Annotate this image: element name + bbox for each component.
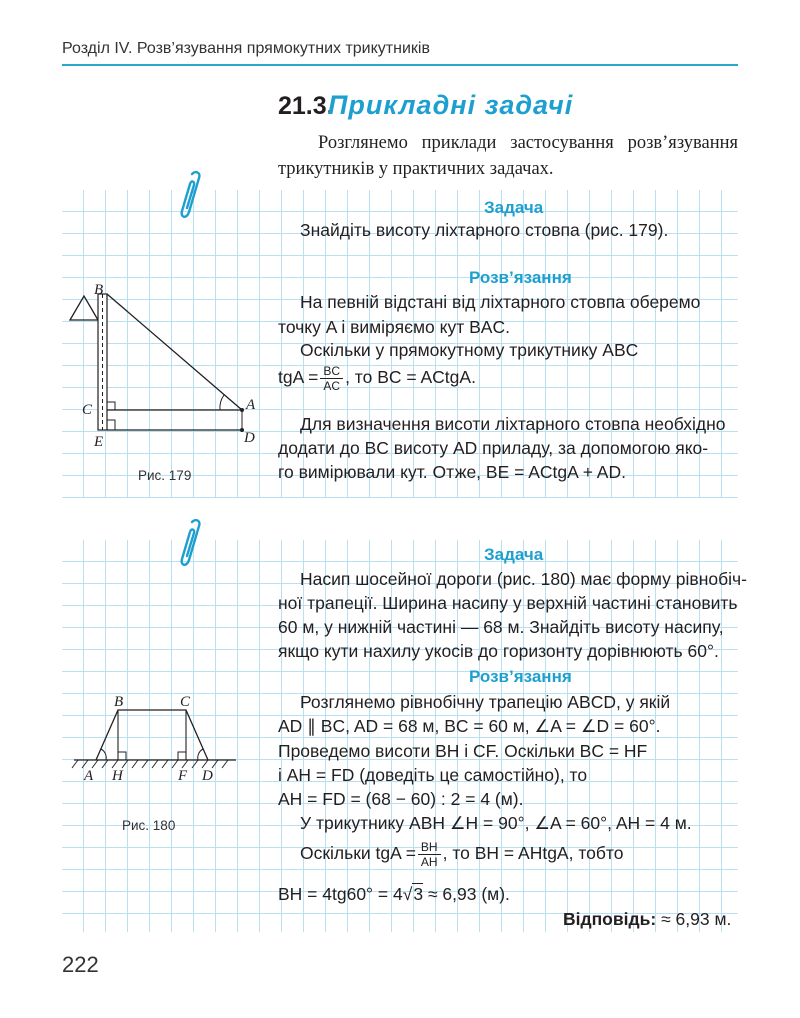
task1-line: точку A і виміряємо кут BAC. [278, 317, 510, 337]
task1-line: На певній відстані від ліхтарного стовпа оберемо [300, 292, 701, 312]
figure-179-caption: Рис. 179 [138, 468, 192, 483]
label-b: B [94, 282, 104, 298]
final-part1: BH = 4tg60° = 4 [278, 884, 403, 904]
formula-rhs: , то BC = ACtgA. [345, 367, 476, 388]
task2-line: AH = FD = (68 − 60) : 2 = 4 (м). [278, 789, 524, 809]
running-header: Розділ IV. Розв’язування прямокутних трикутників [62, 40, 430, 57]
fraction [418, 840, 441, 869]
formula-lhs: tgA = [278, 367, 319, 388]
task2-statement-line: 60 м, у нижній частині — 68 м. Знайдіть висоту насипу, [278, 617, 724, 637]
paperclip-icon [178, 516, 202, 572]
paperclip-icon [178, 168, 202, 224]
answer-value: ≈ 6,93 м. [661, 909, 732, 929]
task1-solution-heading: Розв’язання [469, 268, 572, 287]
formula-lhs: Оскільки tgA = [300, 843, 416, 864]
task2-formula [300, 840, 623, 869]
label-f: F [178, 768, 188, 784]
task2-statement-line: якщо кути нахилу укосів до горизонту дорівнюють 60°. [278, 641, 719, 661]
label-b: B [114, 694, 124, 710]
task2-statement-line: ної трапеції. Ширина насипу у верхній частині становить [278, 593, 738, 613]
task2-line: Розглянемо рівнобічну трапецію ABCD, у якій [300, 692, 671, 712]
task1-statement: Знайдіть висоту ліхтарного стовпа (рис. 179). [300, 220, 669, 240]
task1-formula [278, 364, 476, 393]
fraction-numerator: BH [418, 840, 441, 855]
fraction-denominator: AC [323, 379, 341, 393]
answer-line [563, 909, 731, 930]
intro-paragraph: Розглянемо приклади застосування розв’язування трикутників у практичних задачах. [278, 133, 738, 179]
fraction [320, 364, 343, 393]
label-d: D [202, 768, 213, 784]
task2-statement-line: Насип шосейної дороги (рис. 180) має форму рівнобіч- [300, 569, 747, 589]
task2-final-formula [278, 884, 510, 905]
answer-label: Відповідь: [563, 909, 657, 929]
label-c: C [180, 694, 191, 710]
task2-heading: Задача [484, 545, 544, 564]
section-title: Прикладні задачі [328, 90, 574, 120]
task2-line: У трикутнику ABH ∠H = 90°, ∠A = 60°, AH = 4 м. [300, 813, 692, 833]
task1-line2: додати до BC висоту AD приладу, за допомогою яко- [278, 438, 709, 458]
sqrt-radicand: 3 [413, 884, 424, 904]
task1-line2: го вимірювали кут. Отже, BE = ACtgA + AD. [278, 462, 626, 482]
task2-line: Проведемо висоти BH і CF. Оскільки BC = HF [278, 741, 648, 761]
formula-rhs: , то BH = AHtgA, тобто [442, 843, 624, 864]
page-number: 222 [62, 952, 99, 977]
task2-line: AD ∥ BC, AD = 68 м, BC = 60 м, ∠A = ∠D = 60°. [278, 716, 661, 736]
task1-line: Оскільки у прямокутному трикутнику ABC [300, 340, 639, 360]
fraction-denominator: AH [420, 855, 438, 869]
task1-line2: Для визначення висоти ліхтарного стовпа необхідно [300, 414, 726, 434]
label-d: D [244, 430, 255, 446]
task2-line: і AH = FD (доведіть це самостійно), то [278, 765, 588, 785]
header-rule [62, 64, 738, 66]
label-e: E [94, 434, 104, 450]
fraction-numerator: BC [320, 364, 343, 379]
figure-179-lamp-post [62, 280, 262, 460]
label-a: A [84, 768, 94, 784]
final-part2: ≈ 6,93 (м). [423, 884, 510, 904]
label-a: A [246, 397, 256, 413]
sqrt-sign: √ [402, 884, 413, 904]
label-c: C [82, 402, 93, 418]
label-h: H [112, 768, 123, 784]
figure-180-caption: Рис. 180 [122, 818, 176, 833]
section-number: 21.3. [278, 92, 334, 120]
task2-solution-heading: Розв’язання [469, 667, 572, 686]
task1-heading: Задача [484, 198, 544, 217]
figure-180-trapezoid [66, 690, 246, 786]
